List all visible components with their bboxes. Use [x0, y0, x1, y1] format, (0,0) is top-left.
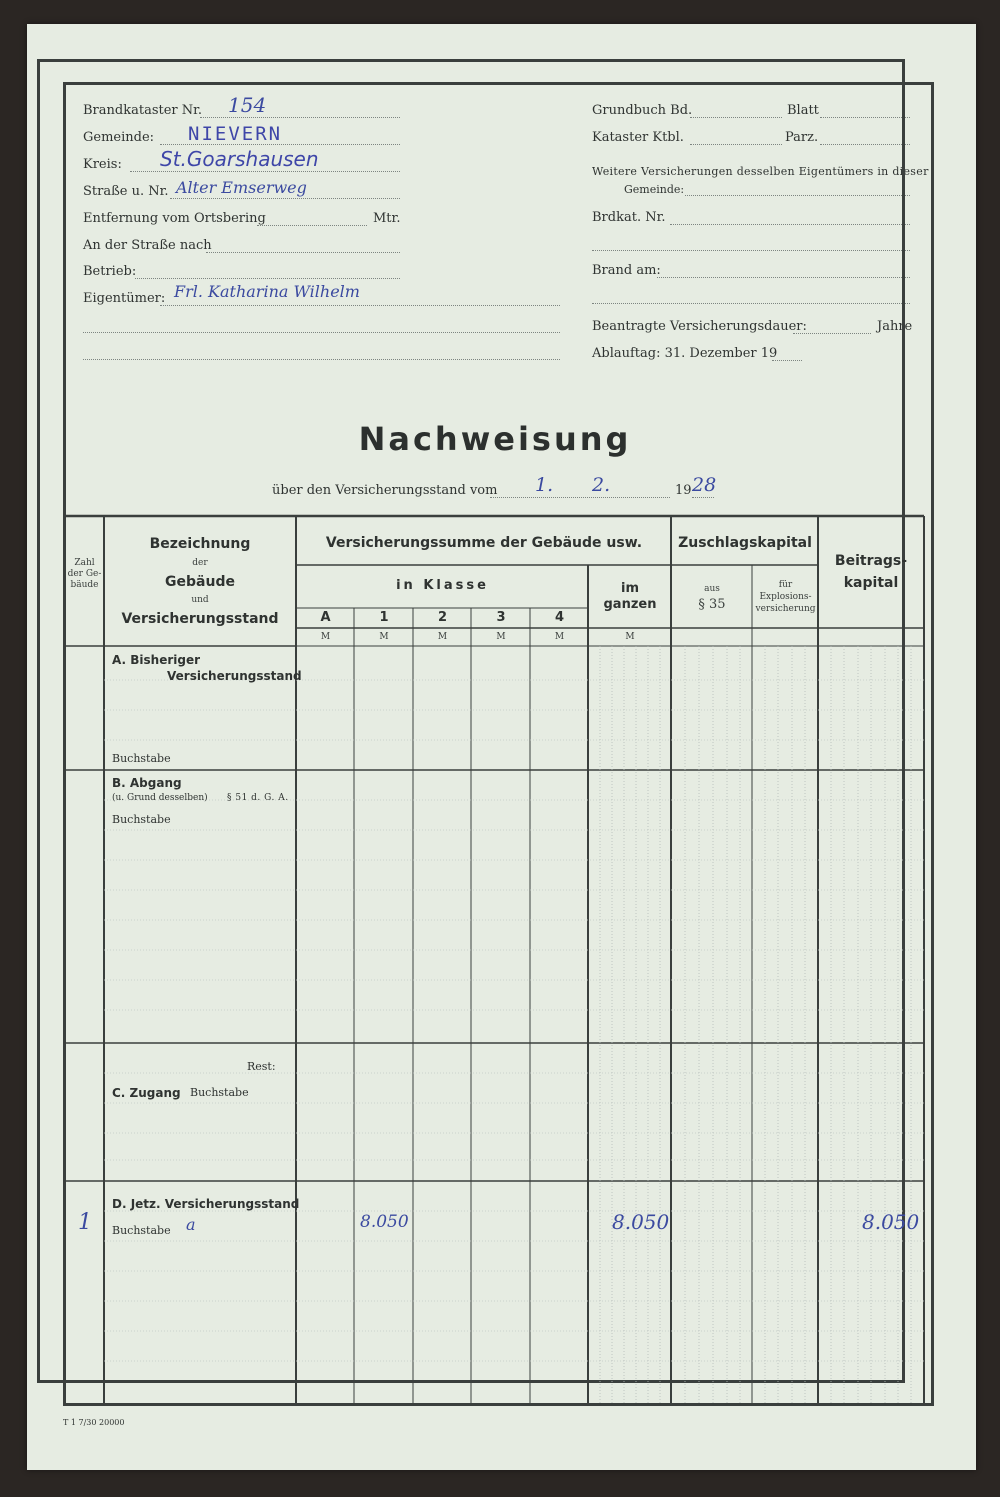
klasse-4: 4: [554, 610, 565, 625]
weitere-line1: Weitere Versicherungen desselben Eigentümers in dieser: [592, 165, 929, 178]
dauer-unit: Jahre: [877, 319, 913, 334]
parz-label: Parz.: [785, 130, 819, 145]
eigentuemer-value: Frl. Katharina Wilhelm: [174, 282, 360, 301]
entfernung-label: Entfernung vom Ortsbering: [83, 211, 266, 226]
im-ganzen-2: ganzen: [603, 597, 657, 612]
section-b-ref: § 51 d. G. A.: [227, 793, 289, 803]
section-b-buchstabe: Buchstabe: [112, 813, 171, 826]
entfernung-unit: Mtr.: [373, 211, 401, 226]
subtitle-year-prefix: 19: [675, 483, 692, 498]
unit-4: M: [554, 632, 565, 642]
ablauf-label: Ablauftag: 31. Dezember 19: [592, 346, 778, 361]
kreis-stamp: St.Goarshausen: [160, 147, 319, 171]
entry-buchstabe: a: [186, 1215, 196, 1234]
blatt-label: Blatt: [787, 103, 819, 118]
unit-2: M: [437, 632, 448, 642]
page-title: Nachweisung: [358, 420, 632, 458]
dauer-label: Beantragte Versicherungsdauer:: [592, 319, 807, 334]
subtitle-label: über den Versicherungsstand vom: [272, 483, 498, 498]
strasse-value: Alter Emserweg: [176, 178, 307, 197]
entry-im-ganzen: 8.050: [612, 1210, 670, 1234]
col-in-klasse: in Klasse: [396, 578, 489, 593]
section-b-title: B. Abgang: [112, 776, 182, 790]
klasse-3: 3: [496, 610, 506, 625]
subtitle-month: 2.: [592, 474, 611, 496]
section-a-buchstabe: Buchstabe: [112, 752, 171, 765]
col-bezeichnung-1: Bezeichnung: [149, 536, 251, 552]
entry-beitragskapital: 8.050: [862, 1210, 920, 1234]
col-explosion-1: für: [778, 580, 793, 590]
brandkataster-label: Brandkataster Nr.: [83, 103, 203, 118]
weitere-line2: Gemeinde:: [624, 183, 685, 196]
col-bezeichnung-2: der: [192, 558, 208, 568]
brand-label: Brand am:: [592, 263, 661, 278]
section-a-title: A. Bisheriger: [112, 653, 201, 667]
strasse-nach-label: An der Straße nach: [83, 238, 212, 253]
subtitle-day: 1.: [535, 474, 554, 496]
entry-zahl: 1: [78, 1210, 92, 1235]
klasse-1: 1: [379, 610, 389, 625]
col-versicherungssumme: Versicherungssumme der Gebäude usw.: [325, 535, 643, 551]
gemeinde-stamp: NIEVERN: [188, 123, 283, 145]
unit-1: M: [379, 632, 389, 642]
unit-3: M: [496, 632, 506, 642]
klasse-2: 2: [437, 610, 448, 625]
im-ganzen-1: im: [620, 581, 639, 596]
brdkat-label: Brdkat. Nr.: [592, 210, 666, 225]
kataster-label: Kataster Ktbl.: [592, 130, 684, 145]
col-paragraph: § 35: [698, 597, 726, 612]
col-zahl-header: Zahl der Ge- bäude: [67, 558, 102, 590]
section-c-buchstabe: Buchstabe: [190, 1086, 249, 1099]
col-beitragskapital-1: Beitrags-: [834, 553, 908, 569]
col-aus: aus: [704, 584, 720, 594]
col-bezeichnung-5: Versicherungsstand: [121, 611, 279, 627]
gemeinde-label: Gemeinde:: [83, 130, 155, 145]
section-c-title: C. Zugang: [112, 1086, 181, 1100]
betrieb-label: Betrieb:: [83, 264, 137, 279]
col-zuschlagskapital: Zuschlagskapital: [678, 535, 812, 551]
entry-klasse-1: 8.050: [360, 1212, 409, 1232]
kreis-label: Kreis:: [83, 157, 122, 172]
col-explosion-3: versicherung: [755, 604, 816, 614]
col-bezeichnung-3: Gebäude: [165, 574, 235, 590]
col-explosion-2: Explosions-: [759, 592, 812, 602]
footer-code: T 1 7/30 20000: [63, 1418, 125, 1427]
strasse-label: Straße u. Nr.: [83, 184, 169, 199]
grundbuch-label: Grundbuch Bd.: [592, 103, 693, 118]
klasse-a: A: [320, 610, 331, 625]
col-beitragskapital-2: kapital: [843, 575, 899, 591]
section-rest: Rest:: [247, 1060, 276, 1073]
section-d-buchstabe: Buchstabe: [112, 1224, 171, 1237]
section-d-title: D. Jetz. Versicherungsstand: [112, 1197, 300, 1211]
section-a-title2: Versicherungsstand: [167, 669, 302, 683]
col-bezeichnung-4: und: [191, 595, 209, 605]
section-b-sub: (u. Grund desselben): [112, 793, 208, 803]
eigentuemer-label: Eigentümer:: [83, 291, 166, 306]
unit-a: M: [320, 632, 331, 642]
unit-im-ganzen: M: [625, 632, 635, 642]
subtitle-year-suffix: 28: [692, 474, 717, 496]
brandkataster-value: 154: [228, 93, 267, 117]
